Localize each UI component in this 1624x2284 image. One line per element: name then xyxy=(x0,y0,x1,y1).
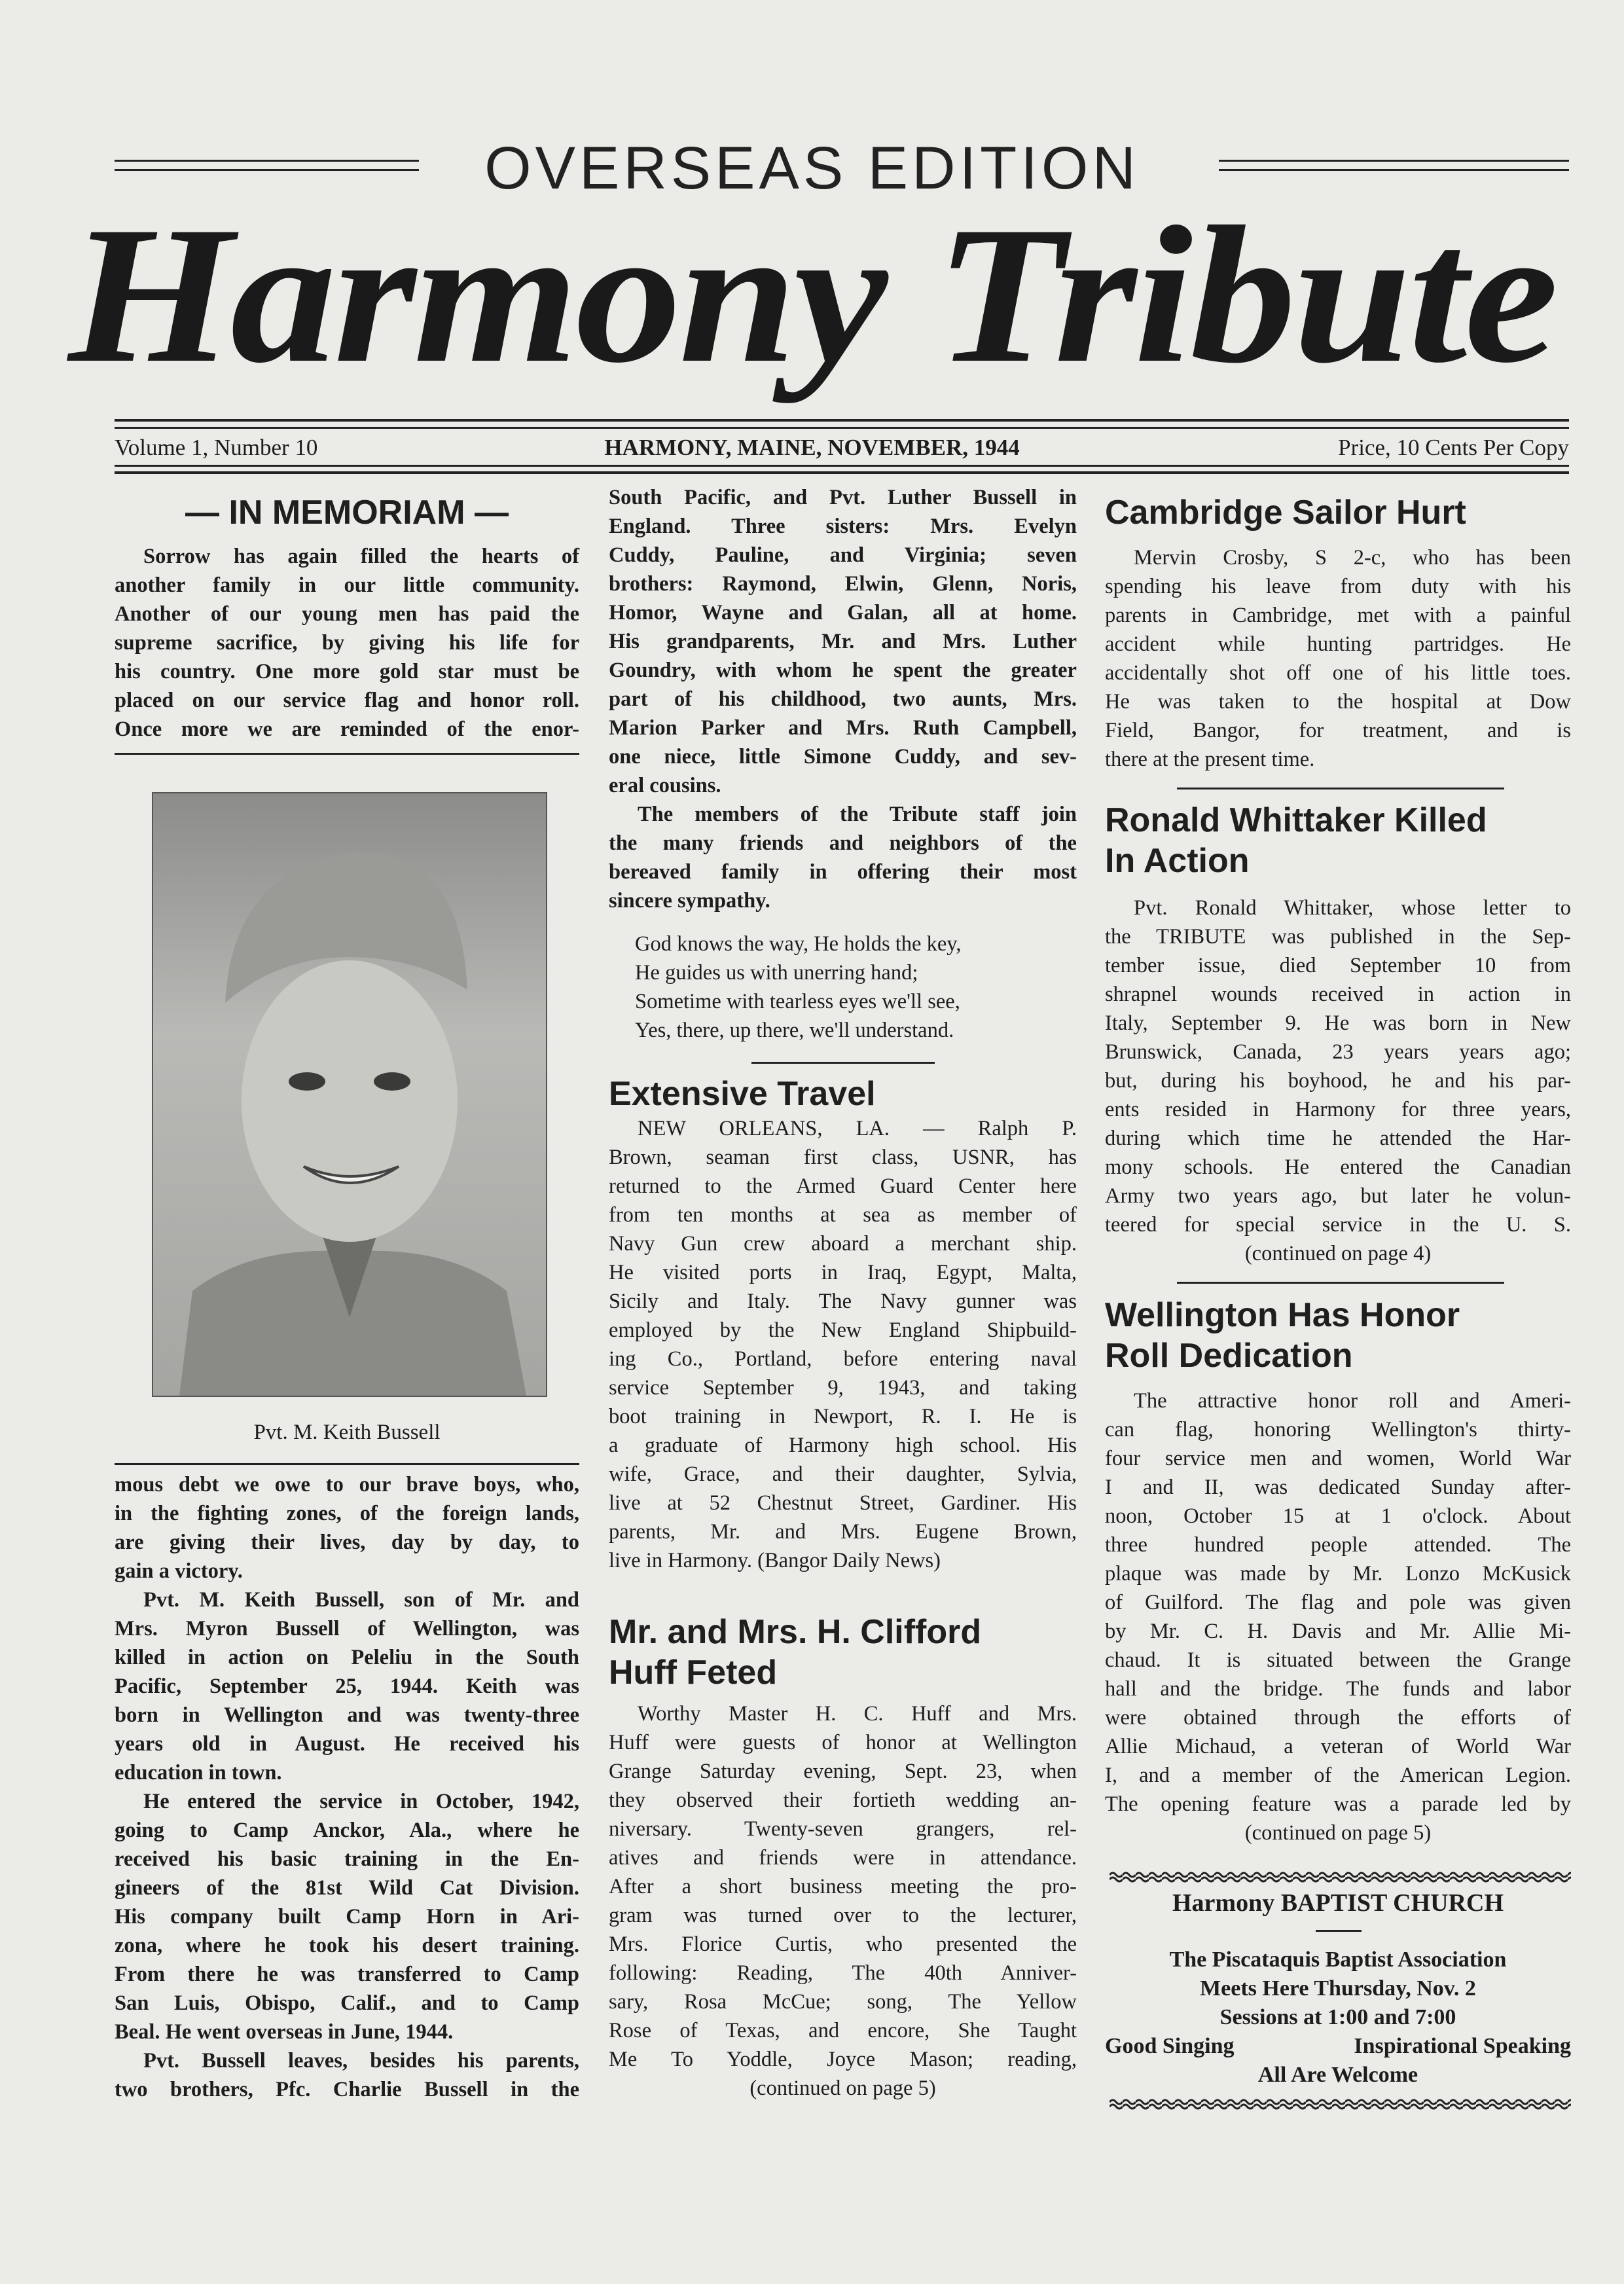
text-line: placed on our service flag and honor roll. xyxy=(115,689,579,712)
text-line: Mervin Crosby, S 2-c, who has been xyxy=(1134,546,1571,570)
section-divider xyxy=(751,1062,935,1064)
text-line: were obtained through the efforts of xyxy=(1105,1706,1571,1730)
text-line: hall and the bridge. The funds and labor xyxy=(1105,1677,1571,1701)
text-line: in the fighting zones, of the foreign lands, xyxy=(115,1502,579,1525)
text-line: gineers of the 81st Wild Cat Division. xyxy=(115,1876,579,1900)
text-line: Yes, there, up there, we'll understand. xyxy=(635,1019,954,1042)
text-line: Brown, seaman first class, USNR, has xyxy=(609,1146,1077,1169)
text-line: they observed their fortieth wedding an- xyxy=(609,1788,1077,1812)
text-line: Pacific, September 25, 1944. Keith was xyxy=(115,1675,579,1698)
travel-body xyxy=(609,1114,1077,1575)
text-line: live in Harmony. (Bangor Daily News) xyxy=(609,1549,941,1572)
whittaker-heading-line: Ronald Whittaker Killed xyxy=(1105,801,1487,839)
text-line: teered for special service in the U. S. xyxy=(1105,1213,1571,1237)
huff-heading-line: Huff Feted xyxy=(609,1654,778,1692)
price: Price, 10 Cents Per Copy xyxy=(1338,435,1569,460)
section-divider xyxy=(1177,1282,1504,1284)
whittaker-heading-line: In Action xyxy=(1105,842,1250,880)
text-line: live at 52 Chestnut Street, Gardiner. His xyxy=(609,1491,1077,1515)
text-line: gram was turned over to the lecturer, xyxy=(609,1904,1077,1927)
wavy-border-bottom xyxy=(1110,2098,1571,2110)
soldier-portrait-photo xyxy=(152,792,547,1397)
text-line: Homor, Wayne and Galan, all at home. xyxy=(609,601,1077,625)
text-line: He guides us with unerring hand; xyxy=(635,961,918,985)
text-line: His grandparents, Mr. and Mrs. Luther xyxy=(609,630,1077,653)
text-line: one niece, little Simone Cuddy, and sev- xyxy=(609,745,1077,769)
text-line: Cuddy, Pauline, and Virginia; seven xyxy=(609,543,1077,567)
wellington-heading xyxy=(1105,1295,1460,1376)
sailor-heading: Cambridge Sailor Hurt xyxy=(1105,494,1466,532)
text-line: South Pacific, and Pvt. Luther Bussell in xyxy=(609,486,1077,509)
text-line: parents in Cambridge, met with a painful xyxy=(1105,604,1571,627)
text-line: niversary. Twenty-seven grangers, rel- xyxy=(609,1817,1077,1841)
whittaker-heading xyxy=(1105,800,1487,881)
text-line: the many friends and neighbors of the xyxy=(609,831,1077,855)
text-line: Italy, September 9. He was born in New xyxy=(1105,1011,1571,1035)
text-line: God knows the way, He holds the key, xyxy=(635,932,962,956)
church-welcome: All Are Welcome xyxy=(1257,2063,1418,2087)
text-line: another family in our little community. xyxy=(115,573,579,597)
memoriam-heading: — IN MEMORIAM — xyxy=(185,494,509,532)
text-line: spending his leave from duty with his xyxy=(1105,575,1571,598)
text-line: supreme sacrifice, by giving his life for xyxy=(115,631,579,655)
church-note-singing: Good Singing xyxy=(1105,2034,1235,2058)
wellington-heading-line: Roll Dedication xyxy=(1105,1337,1353,1375)
text-line: The members of the Tribute staff join xyxy=(638,803,1077,826)
text-line: Army two years ago, but later he volun- xyxy=(1105,1184,1571,1208)
text-line: His company built Camp Horn in Ari- xyxy=(115,1905,579,1929)
text-line: employed by the New England Shipbuild- xyxy=(609,1318,1077,1342)
text-line: returned to the Armed Guard Center here xyxy=(609,1174,1077,1198)
text-line: He entered the service in October, 1942, xyxy=(143,1790,579,1813)
dateline: HARMONY, MAINE, NOVEMBER, 1944 xyxy=(604,435,1020,460)
text-line: After a short business meeting the pro- xyxy=(609,1875,1077,1898)
text-line: He was taken to the hospital at Dow xyxy=(1105,690,1571,714)
text-line: Allie Michaud, a veteran of World War xyxy=(1105,1735,1571,1758)
huff-body xyxy=(609,1699,1077,2074)
text-line: service September 9, 1943, and taking xyxy=(609,1376,1077,1400)
text-line: Pvt. Bussell leaves, besides his parents, xyxy=(143,2049,579,2073)
text-line: education in town. xyxy=(115,1761,282,1785)
text-line: Pvt. M. Keith Bussell, son of Mr. and xyxy=(143,1588,579,1612)
text-line: England. Three sisters: Mrs. Evelyn xyxy=(609,515,1077,538)
travel-heading: Extensive Travel xyxy=(609,1075,876,1113)
memoriam-continued xyxy=(609,483,1077,915)
text-line: are giving their lives, day by day, to xyxy=(115,1531,579,1554)
text-line: mony schools. He entered the Canadian xyxy=(1105,1155,1571,1179)
church-line: The Piscataquis Baptist Association xyxy=(1169,1948,1507,1972)
text-line: San Luis, Obispo, Calif., and to Camp xyxy=(115,1991,579,2015)
text-line: received his basic training in the En- xyxy=(115,1847,579,1871)
text-line: born in Wellington and was twenty-three xyxy=(115,1703,579,1727)
text-line: killed in action on Peleliu in the South xyxy=(115,1646,579,1669)
edition-label: OVERSEAS EDITION xyxy=(484,135,1140,202)
text-line: The attractive honor roll and Ameri- xyxy=(1134,1389,1571,1413)
newspaper-title: Harmony Tribute xyxy=(68,186,1556,403)
text-line: Goundry, with whom he spent the greater xyxy=(609,659,1077,682)
text-line: Mrs. Florice Curtis, who presented the xyxy=(609,1932,1077,1956)
section-divider xyxy=(1177,788,1504,789)
text-line: sincere sympathy. xyxy=(609,889,770,913)
text-line: by Mr. C. H. Davis and Mr. Allie Mi- xyxy=(1105,1620,1571,1643)
text-line: bereaved family in offering their most xyxy=(609,860,1077,884)
photo-caption: Pvt. M. Keith Bussell xyxy=(253,1421,441,1444)
text-line: From there he was transferred to Camp xyxy=(115,1963,579,1986)
text-line: can flag, honoring Wellington's thirty- xyxy=(1105,1418,1571,1441)
huff-continued[interactable]: (continued on page 5) xyxy=(749,2076,936,2100)
text-line: Sometime with tearless eyes we'll see, xyxy=(635,990,960,1013)
text-line: two brothers, Pfc. Charlie Bussell in the xyxy=(115,2078,579,2101)
text-line: Sorrow has again filled the hearts of xyxy=(143,545,579,568)
wavy-border-top xyxy=(1110,1871,1571,1883)
text-line: ing Co., Portland, before entering naval xyxy=(609,1347,1077,1371)
text-line: Rose of Texas, and encore, She Taught xyxy=(609,2019,1077,2042)
huff-heading xyxy=(609,1612,981,1693)
text-line: Sicily and Italy. The Navy gunner was xyxy=(609,1290,1077,1313)
whittaker-continued[interactable]: (continued on page 4) xyxy=(1244,1242,1432,1265)
column-3 xyxy=(1105,0,1571,2284)
memoriam-body xyxy=(115,1470,579,2104)
church-note-speaking: Inspirational Speaking xyxy=(1354,2034,1571,2058)
text-line: Worthy Master H. C. Huff and Mrs. xyxy=(638,1702,1077,1726)
church-notes xyxy=(1105,2032,1571,2061)
text-line: Pvt. Ronald Whittaker, whose letter to xyxy=(1134,896,1571,920)
text-line: boot training in Newport, R. I. He is xyxy=(609,1405,1077,1428)
whittaker-body xyxy=(1105,894,1571,1239)
memoriam-poem xyxy=(609,930,1077,1045)
huff-heading-line: Mr. and Mrs. H. Clifford xyxy=(609,1613,982,1651)
column-2 xyxy=(609,0,1077,2284)
text-line: plaque was made by Mr. Lonzo McKusick xyxy=(1105,1562,1571,1586)
text-line: He visited ports in Iraq, Egypt, Malta, xyxy=(609,1261,1077,1284)
volume-number: Volume 1, Number 10 xyxy=(115,435,318,460)
text-line: Once more we are reminded of the enor- xyxy=(115,717,579,741)
text-line: Grange Saturday evening, Sept. 23, when xyxy=(609,1760,1077,1783)
portrait-image xyxy=(153,793,546,1396)
text-line: wife, Grace, and their daughter, Sylvia, xyxy=(609,1462,1077,1486)
church-details xyxy=(1105,1946,1571,2090)
wellington-heading-line: Wellington Has Honor xyxy=(1105,1296,1460,1334)
text-line: Beal. He went overseas in June, 1944. xyxy=(115,2020,454,2044)
church-divider xyxy=(1316,1930,1362,1932)
text-line: parents, Mr. and Mrs. Eugene Brown, xyxy=(609,1520,1077,1544)
text-line: chaud. It is situated between the Grange xyxy=(1105,1648,1571,1672)
section-divider xyxy=(115,1463,579,1465)
text-line: Brunswick, Canada, 23 years years ago; xyxy=(1105,1040,1571,1064)
text-line: Field, Bangor, for treatment, and is xyxy=(1105,719,1571,742)
text-line: zona, where he took his desert training. xyxy=(115,1934,579,1957)
text-line: I and II, was dedicated Sunday after- xyxy=(1105,1476,1571,1499)
text-line: three hundred people attended. The xyxy=(1105,1533,1571,1557)
text-line: there at the present time. xyxy=(1105,748,1315,771)
text-line: of Guilford. The flag and pole was given xyxy=(1105,1591,1571,1614)
text-line: accident while hunting partridges. He xyxy=(1105,632,1571,656)
text-line: Marion Parker and Mrs. Ruth Campbell, xyxy=(609,716,1077,740)
text-line: eral cousins. xyxy=(609,774,721,797)
text-line: shrapnel wounds received in action in xyxy=(1105,983,1571,1006)
text-line: Me To Yoddle, Joyce Mason; reading, xyxy=(609,2048,1077,2071)
text-line: four service men and women, World War xyxy=(1105,1447,1571,1470)
text-line: I, and a member of the American Legion. xyxy=(1105,1764,1571,1787)
text-line: tember issue, died September 10 from xyxy=(1105,954,1571,977)
text-line: gain a victory. xyxy=(115,1559,243,1583)
memoriam-intro xyxy=(115,542,579,744)
text-line: Huff were guests of honor at Wellington xyxy=(609,1731,1077,1754)
text-line: NEW ORLEANS, LA. — Ralph P. xyxy=(638,1117,1077,1140)
text-line: noon, October 15 at 1 o'clock. About xyxy=(1105,1504,1571,1528)
text-line: ents resided in Harmony for three years, xyxy=(1105,1098,1571,1121)
wellington-continued[interactable]: (continued on page 5) xyxy=(1244,1821,1432,1845)
text-line: the TRIBUTE was published in the Sep- xyxy=(1105,925,1571,949)
text-line: from ten months at sea as member of xyxy=(609,1203,1077,1227)
text-line: sary, Rosa McCue; song, The Yellow xyxy=(609,1990,1077,2014)
text-line: mous debt we owe to our brave boys, who, xyxy=(115,1473,579,1496)
text-line: a graduate of Harmony high school. His xyxy=(609,1434,1077,1457)
text-line: atives and friends were in attendance. xyxy=(609,1846,1077,1870)
wellington-body xyxy=(1105,1387,1571,1819)
text-line: The opening feature was a parade led by xyxy=(1105,1792,1571,1816)
section-divider xyxy=(115,753,579,755)
text-line: going to Camp Anckor, Ala., where he xyxy=(115,1819,579,1842)
church-line: Meets Here Thursday, Nov. 2 xyxy=(1200,1976,1476,2001)
text-line: Another of our young men has paid the xyxy=(115,602,579,626)
text-line: but, during his boyhood, he and his par- xyxy=(1105,1069,1571,1093)
church-line: Sessions at 1:00 and 7:00 xyxy=(1219,2005,1456,2029)
text-line: accidentally shot off one of his little toes. xyxy=(1105,661,1571,685)
text-line: Mrs. Myron Bussell of Wellington, was xyxy=(115,1617,579,1640)
text-line: years old in August. He received his xyxy=(115,1732,579,1756)
church-title: Harmony BAPTIST CHURCH xyxy=(1172,1889,1504,1917)
text-line: during which time he attended the Har- xyxy=(1105,1127,1571,1150)
text-line: Navy Gun crew aboard a merchant ship. xyxy=(609,1232,1077,1256)
sailor-body xyxy=(1105,543,1571,774)
text-line: brothers: Raymond, Elwin, Glenn, Noris, xyxy=(609,572,1077,596)
text-line: his country. One more gold star must be xyxy=(115,660,579,683)
text-line: following: Reading, The 40th Anniver- xyxy=(609,1961,1077,1985)
text-line: part of his childhood, two aunts, Mrs. xyxy=(609,687,1077,711)
